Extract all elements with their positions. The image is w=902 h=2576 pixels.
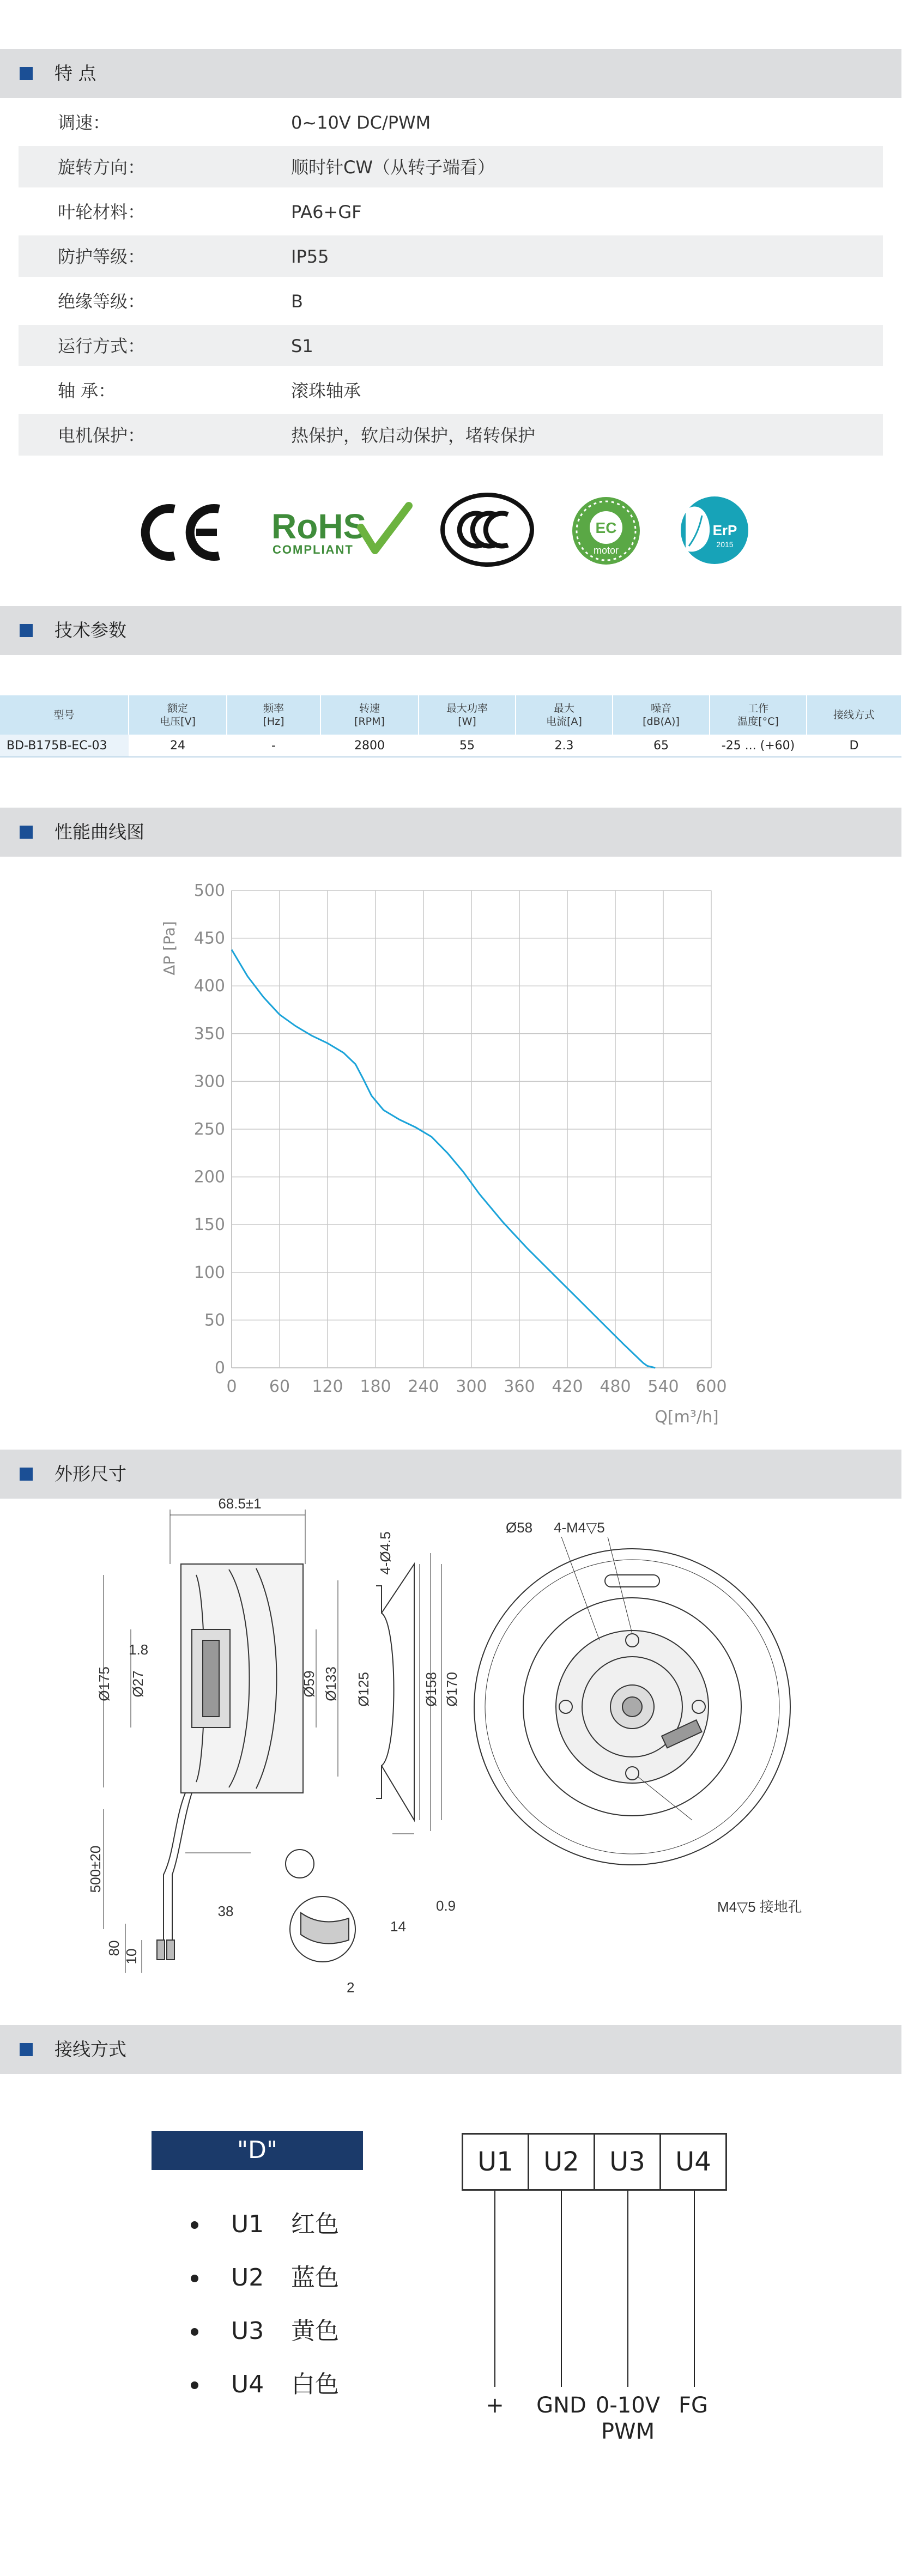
y-tick-label: 350 (193, 1024, 225, 1044)
erp-text: ErP (712, 522, 737, 538)
front-view-drawing (474, 1537, 790, 1865)
spec-cell: BD-B175B-EC-03 (0, 735, 129, 757)
dim-500: 500±20 (87, 1845, 104, 1893)
spec-cell: 2.3 (516, 735, 613, 757)
chart-y-ticks (194, 881, 225, 1378)
wiring-diagram-lines (458, 2185, 730, 2414)
feature-label: 旋转方向： (58, 157, 146, 178)
feature-value: 顺时针CW（从转子端看） (291, 157, 495, 178)
terminal-box: U1 (462, 2133, 529, 2191)
spec-cell: 2800 (320, 735, 419, 757)
dim-133: Ø133 (323, 1666, 339, 1701)
ce-mark-icon (137, 497, 225, 568)
section-title: 技术参数 (55, 620, 126, 641)
terminal-box: U3 (594, 2133, 661, 2191)
terminal-label: + (486, 2393, 504, 2418)
bullet-icon (191, 2381, 198, 2389)
section-title: 特 点 (55, 63, 96, 84)
spec-cell: D (807, 735, 901, 757)
dim-59: Ø59 (301, 1670, 317, 1698)
ccc-mark-icon (439, 492, 535, 568)
section-marker (20, 826, 33, 839)
spec-header-cell: 额定 电压[V] (129, 695, 227, 735)
dim-27: Ø27 (130, 1670, 146, 1698)
terminal-box: U4 (659, 2133, 727, 2191)
y-tick-label: 500 (193, 881, 225, 900)
x-tick-label: 0 (226, 1377, 237, 1396)
feature-label: 电机保护： (58, 425, 146, 446)
dim-1-8: 1.8 (129, 1641, 149, 1658)
wiring-pin: U4 (231, 2371, 264, 2398)
section-title: 性能曲线图 (55, 821, 144, 842)
feature-row (19, 101, 883, 143)
x-tick-label: 60 (269, 1377, 290, 1396)
dim-4-m4: 4-M4▽5 (554, 1519, 605, 1536)
spec-cell: -25 ... (+60) (710, 735, 807, 757)
chart-grid (232, 890, 711, 1368)
y-axis-label: ΔP [Pa] (160, 921, 178, 975)
series-line (232, 950, 655, 1368)
wiring-pin: U2 (231, 2264, 264, 2292)
wiring-color: 蓝色 (291, 2264, 339, 2292)
ec-text: EC (595, 519, 617, 536)
feature-value: 0~10V DC/PWM (291, 112, 431, 133)
y-tick-label: 250 (193, 1120, 225, 1139)
section-header-specs (0, 606, 901, 655)
x-tick-label: 420 (552, 1377, 583, 1396)
y-tick-label: 0 (214, 1359, 225, 1378)
spec-header-cell: 型号 (0, 695, 129, 735)
y-tick-label: 50 (204, 1311, 225, 1330)
feature-label: 叶轮材料： (58, 202, 146, 222)
x-axis-label: Q[m³/h] (655, 1408, 719, 1427)
y-tick-label: 450 (193, 929, 225, 948)
dim-125: Ø125 (355, 1672, 372, 1707)
x-tick-label: 180 (360, 1377, 391, 1396)
dim-175: Ø175 (96, 1666, 112, 1701)
bullet-icon (191, 2328, 198, 2336)
spec-table (0, 695, 902, 757)
spec-header-cell: 频率 [Hz] (227, 695, 320, 735)
chart-x-ticks (226, 1377, 727, 1396)
terminal-label: FG (678, 2393, 708, 2418)
feature-value: 热保护，软启动保护，堵转保护 (291, 425, 536, 446)
y-tick-label: 200 (193, 1167, 225, 1187)
feature-row (19, 146, 883, 187)
dim-2: 2 (347, 1979, 355, 1996)
feature-value: PA6+GF (291, 202, 362, 222)
section-title: 外形尺寸 (55, 1463, 126, 1484)
spec-cell: 65 (613, 735, 710, 757)
section-header-curve (0, 808, 901, 857)
dim-14: 14 (390, 1918, 406, 1935)
spec-header-cell: 接线方式 (807, 695, 901, 735)
erp-year: 2015 (716, 540, 734, 549)
dim-58: Ø58 (506, 1519, 533, 1536)
section-header-wiring (0, 2025, 901, 2074)
spec-header-cell: 最大 电流[A] (516, 695, 613, 735)
spec-header-cell: 噪音 [dB(A)] (613, 695, 710, 735)
section-header-dimensions (0, 1450, 901, 1499)
feature-label: 轴 承： (58, 380, 116, 401)
spec-cell: 24 (129, 735, 227, 757)
spec-header-cell: 最大功率 [W] (419, 695, 516, 735)
feature-row (19, 369, 883, 411)
terminal-label: GND (536, 2393, 586, 2418)
dim-38: 38 (217, 1903, 234, 1919)
x-tick-label: 240 (408, 1377, 439, 1396)
x-tick-label: 540 (647, 1377, 679, 1396)
feature-label: 防护等级： (58, 246, 146, 267)
terminal-box: U2 (528, 2133, 595, 2191)
dim-68-5: 68.5±1 (218, 1495, 262, 1512)
ec-motor-badge-icon (570, 495, 642, 567)
y-tick-label: 150 (193, 1215, 225, 1235)
spec-cell: - (227, 735, 320, 757)
feature-row (19, 235, 883, 277)
feature-label: 调速： (58, 112, 111, 133)
bullet-icon (191, 2275, 198, 2282)
x-tick-label: 360 (504, 1377, 535, 1396)
dim-158: Ø158 (423, 1672, 439, 1707)
wiring-pin: U1 (231, 2210, 264, 2238)
spec-cell: 55 (419, 735, 516, 757)
y-tick-label: 300 (193, 1072, 225, 1092)
feature-label: 绝缘等级： (58, 291, 146, 312)
x-tick-label: 300 (456, 1377, 487, 1396)
y-tick-label: 100 (193, 1263, 225, 1282)
feature-label: 运行方式： (58, 336, 146, 356)
feature-row (19, 191, 883, 232)
feature-row (19, 280, 883, 322)
dim-10: 10 (123, 1948, 140, 1965)
bullet-icon (191, 2221, 198, 2229)
y-tick-label: 400 (193, 977, 225, 996)
dim-170: Ø170 (444, 1672, 460, 1707)
spec-header-row (0, 695, 901, 735)
feature-row (19, 325, 883, 366)
section-marker (20, 1468, 33, 1481)
section-header-features (0, 49, 901, 98)
feature-value: B (291, 291, 303, 312)
spec-header-cell: 转速 [RPM] (320, 695, 419, 735)
section-title: 接线方式 (55, 2039, 126, 2060)
dim-4-4-5: 4-Ø4.5 (377, 1531, 394, 1575)
x-tick-label: 120 (312, 1377, 343, 1396)
spec-header-cell: 工作 温度[°C] (710, 695, 807, 735)
performance-chart (136, 877, 752, 1439)
x-tick-label: 480 (600, 1377, 631, 1396)
feature-row (19, 414, 883, 456)
wiring-color: 黄色 (291, 2317, 339, 2345)
erp-logo-icon (678, 494, 751, 567)
dim-80: 80 (106, 1940, 122, 1956)
dim-0-9: 0.9 (436, 1898, 456, 1914)
feature-value: IP55 (291, 246, 329, 267)
section-marker (20, 2043, 33, 2056)
rohs-logo-icon (268, 496, 415, 567)
section-marker (20, 624, 33, 637)
x-tick-label: 600 (695, 1377, 727, 1396)
dim-m4-ground: M4▽5 接地孔 (717, 1899, 802, 1915)
terminal-label: 0-10V PWM (595, 2393, 661, 2444)
ec-subtext: motor (593, 545, 619, 556)
wiring-type-label: "D" (152, 2131, 363, 2170)
section-marker (20, 67, 33, 80)
feature-value: 滚珠轴承 (291, 380, 361, 401)
wiring-color: 白色 (291, 2371, 339, 2398)
spec-data-row (0, 735, 901, 757)
wiring-pin: U3 (231, 2317, 264, 2345)
wiring-color: 红色 (291, 2210, 339, 2238)
rohs-subtext: COMPLIANT (273, 543, 354, 556)
dimension-drawings (0, 1495, 901, 2016)
feature-value: S1 (291, 336, 313, 356)
rohs-text: RoHS (271, 507, 367, 546)
